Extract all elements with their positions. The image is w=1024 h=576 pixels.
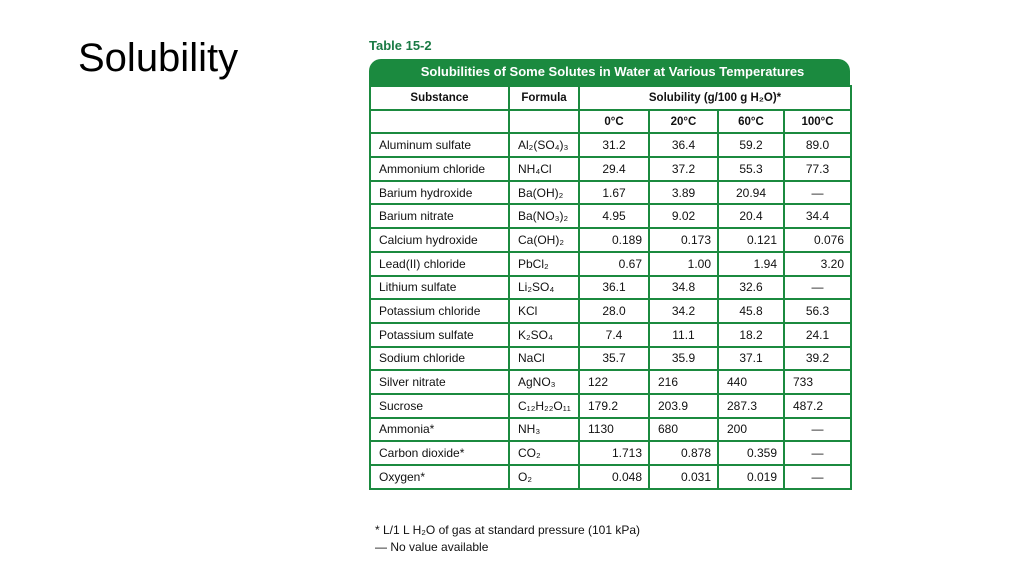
substance-cell: Silver nitrate [370,370,509,394]
value-cell: 0.359 [718,441,784,465]
value-cell: 34.8 [649,276,718,300]
value-cell: 18.2 [718,323,784,347]
temp-20c: 20°C [649,110,718,134]
value-cell: 34.2 [649,299,718,323]
value-cell: — [784,441,851,465]
value-cell: 1.00 [649,252,718,276]
table-row [370,181,851,205]
formula-cell: O₂ [509,465,579,489]
formula-cell: Ba(OH)₂ [509,181,579,205]
formula-cell: NaCl [509,347,579,371]
empty-cell [370,110,509,134]
value-cell: 287.3 [718,394,784,418]
solubility-table [369,59,850,490]
substance-cell: Oxygen* [370,465,509,489]
formula-cell: AgNO₃ [509,370,579,394]
value-cell: 24.1 [784,323,851,347]
table-row [370,157,851,181]
value-cell: 28.0 [579,299,649,323]
substance-cell: Barium hydroxide [370,181,509,205]
value-cell: 77.3 [784,157,851,181]
footnote-no-value: — No value available [375,540,489,554]
value-cell: 680 [649,418,718,442]
value-cell: 0.189 [579,228,649,252]
header-formula: Formula [509,86,579,110]
formula-cell: Li₂SO₄ [509,276,579,300]
table-row [370,441,851,465]
value-cell: 0.121 [718,228,784,252]
value-cell: 37.1 [718,347,784,371]
data-table [369,85,852,490]
value-cell: 56.3 [784,299,851,323]
value-cell: 45.8 [718,299,784,323]
value-cell: 0.048 [579,465,649,489]
substance-cell: Lithium sulfate [370,276,509,300]
table-row [370,394,851,418]
value-cell: 4.95 [579,204,649,228]
value-cell: 55.3 [718,157,784,181]
header-solubility: Solubility (g/100 g H₂O)* [579,86,851,110]
value-cell: 11.1 [649,323,718,347]
value-cell: 3.89 [649,181,718,205]
value-cell: 89.0 [784,133,851,157]
empty-cell [509,110,579,134]
value-cell: 0.67 [579,252,649,276]
value-cell: 122 [579,370,649,394]
value-cell: — [784,418,851,442]
value-cell: 3.20 [784,252,851,276]
value-cell: 487.2 [784,394,851,418]
value-cell: 9.02 [649,204,718,228]
value-cell: 20.4 [718,204,784,228]
table-label: Table 15-2 [369,38,432,53]
formula-cell: NH₄Cl [509,157,579,181]
footnotes [375,522,640,556]
table-row [370,252,851,276]
table-row [370,418,851,442]
value-cell: 1.67 [579,181,649,205]
value-cell: 32.6 [718,276,784,300]
value-cell: 1130 [579,418,649,442]
value-cell: 36.4 [649,133,718,157]
value-cell: 1.94 [718,252,784,276]
substance-cell: Carbon dioxide* [370,441,509,465]
value-cell: 200 [718,418,784,442]
value-cell: 0.019 [718,465,784,489]
substance-cell: Sucrose [370,394,509,418]
formula-cell: Al₂(SO₄)₃ [509,133,579,157]
substance-cell: Aluminum sulfate [370,133,509,157]
temperature-row [370,110,851,134]
formula-cell: Ca(OH)₂ [509,228,579,252]
value-cell: 179.2 [579,394,649,418]
temp-100c: 100°C [784,110,851,134]
substance-cell: Sodium chloride [370,347,509,371]
value-cell: 20.94 [718,181,784,205]
table-row [370,323,851,347]
formula-cell: K₂SO₄ [509,323,579,347]
formula-cell: CO₂ [509,441,579,465]
value-cell: — [784,181,851,205]
slide-title: Solubility [78,36,239,80]
temp-60c: 60°C [718,110,784,134]
table-row [370,204,851,228]
table-row [370,228,851,252]
value-cell: 216 [649,370,718,394]
value-cell: 36.1 [579,276,649,300]
formula-cell: PbCl₂ [509,252,579,276]
substance-cell: Potassium sulfate [370,323,509,347]
value-cell: 1.713 [579,441,649,465]
table-title: Solubilities of Some Solutes in Water at Various Temperatures [369,59,850,85]
value-cell: 37.2 [649,157,718,181]
header-substance: Substance [370,86,509,110]
value-cell: 440 [718,370,784,394]
value-cell: — [784,465,851,489]
value-cell: 31.2 [579,133,649,157]
value-cell: 733 [784,370,851,394]
formula-cell: C₁₂H₂₂O₁₁ [509,394,579,418]
formula-cell: KCl [509,299,579,323]
temp-0c: 0°C [579,110,649,134]
value-cell: 7.4 [579,323,649,347]
formula-cell: Ba(NO₃)₂ [509,204,579,228]
value-cell: 203.9 [649,394,718,418]
value-cell: 0.076 [784,228,851,252]
substance-cell: Barium nitrate [370,204,509,228]
value-cell: 35.7 [579,347,649,371]
table-row [370,347,851,371]
table-row [370,465,851,489]
value-cell: 34.4 [784,204,851,228]
substance-cell: Calcium hydroxide [370,228,509,252]
table-row [370,276,851,300]
substance-cell: Ammonia* [370,418,509,442]
table-row [370,370,851,394]
value-cell: 35.9 [649,347,718,371]
value-cell: 29.4 [579,157,649,181]
table-row [370,299,851,323]
formula-cell: NH₃ [509,418,579,442]
footnote-gas: * L/1 L H₂O of gas at standard pressure (101 kPa) [375,523,641,537]
value-cell: — [784,276,851,300]
substance-cell: Ammonium chloride [370,157,509,181]
value-cell: 59.2 [718,133,784,157]
header-row [370,86,851,110]
value-cell: 0.173 [649,228,718,252]
value-cell: 39.2 [784,347,851,371]
value-cell: 0.031 [649,465,718,489]
table-row [370,133,851,157]
substance-cell: Lead(II) chloride [370,252,509,276]
value-cell: 0.878 [649,441,718,465]
substance-cell: Potassium chloride [370,299,509,323]
